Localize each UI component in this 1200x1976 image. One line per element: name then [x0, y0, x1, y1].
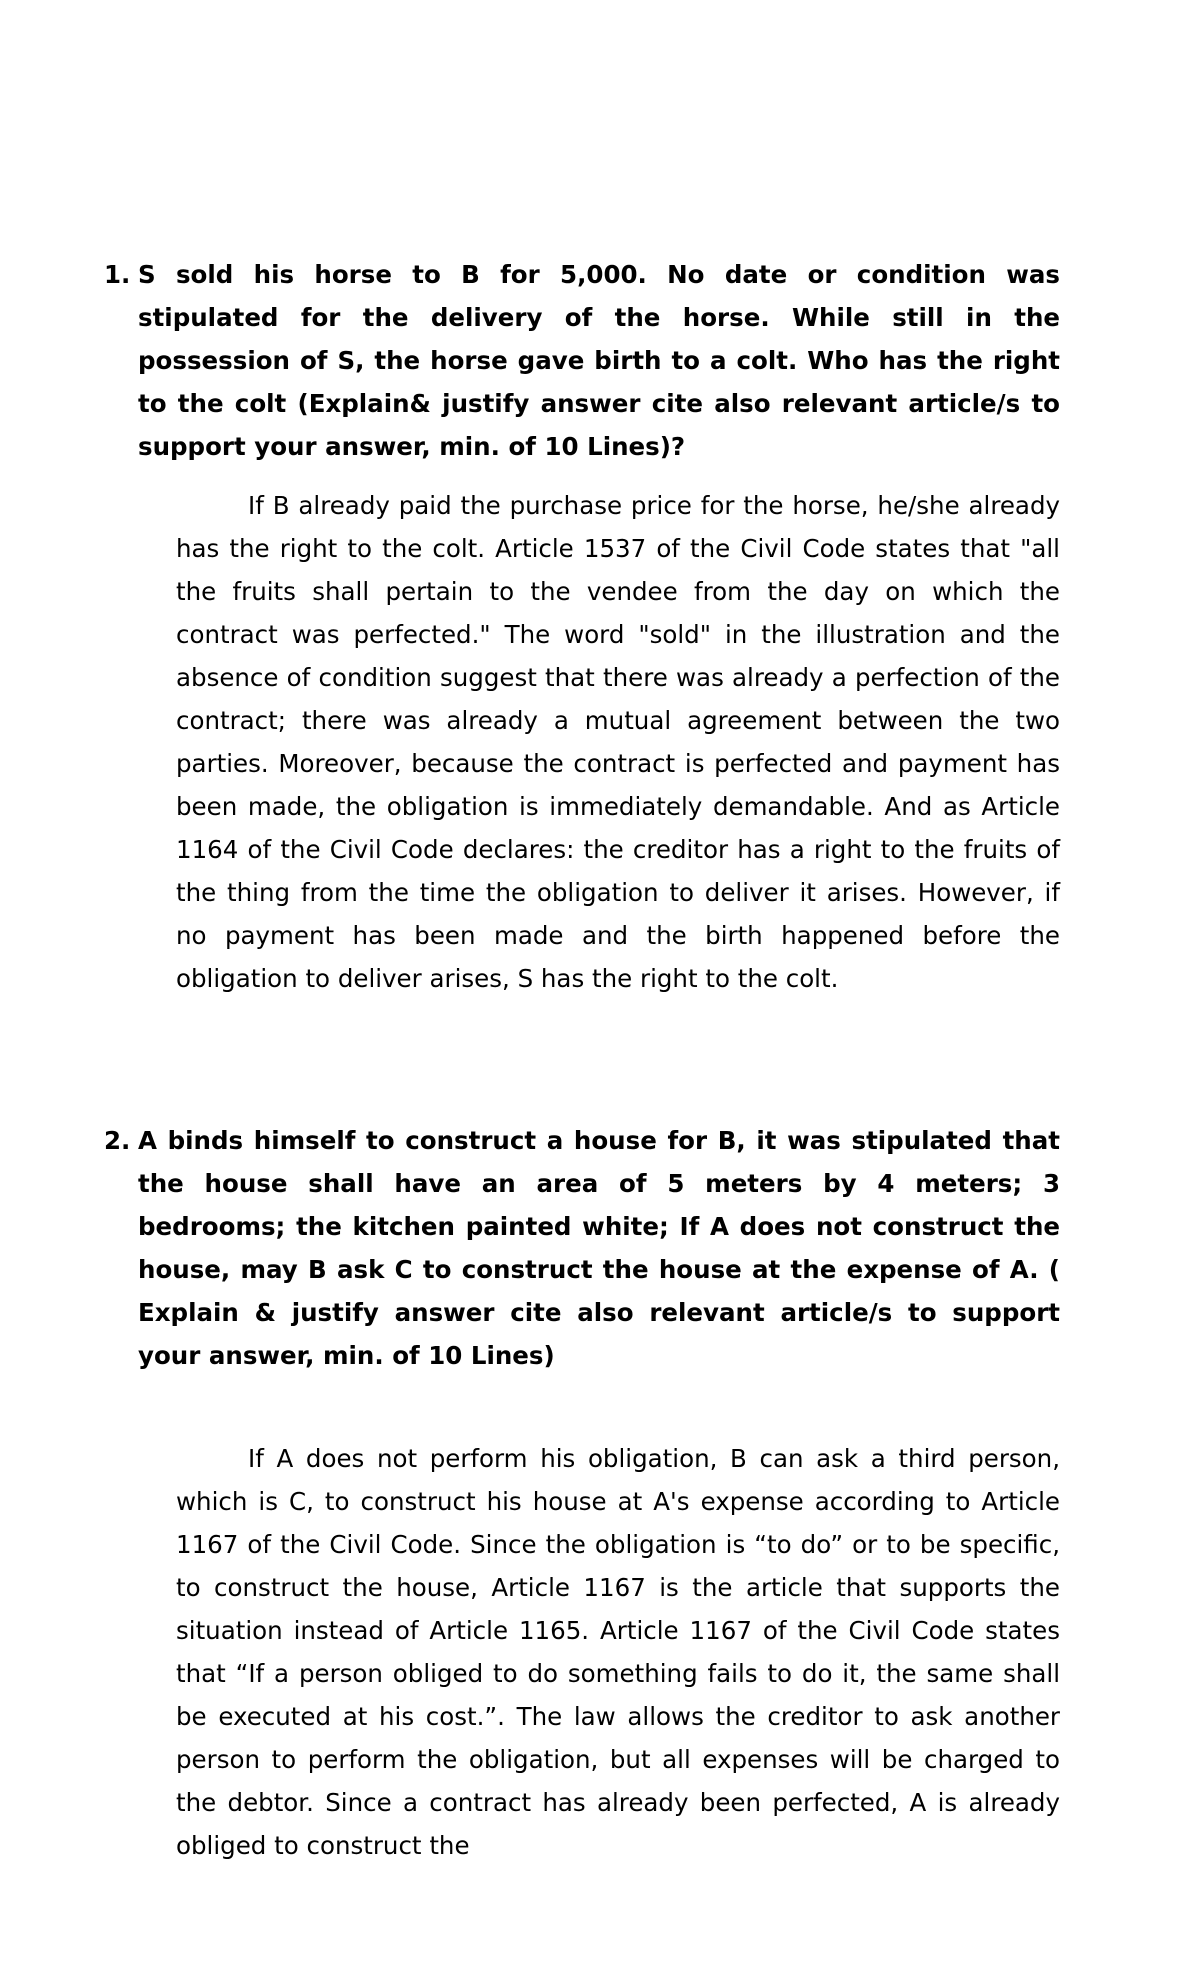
- question-number: 1.: [104, 260, 131, 289]
- answer-1: If B already paid the purchase price for the horse, he/she already has the right to the colt. Article 1537 of the Civil Code states that "all the fruits shall pertain to the vendee from the day on which the contract was perfected." The word "sold" in the illustration and the absence of condition suggest that there was already a perfection of the contract; there was already a mutual agreement between the two parties. Moreover, because the contract is perfected and payment has been made, the obligation is immediately demandable. And as Article 1164 of the Civil Code declares: the creditor has a right to the fruits of the thing from the time the obligation to deliver it arises. However, if no payment has been made and the birth happened before the obligation to deliver arises, S has the right to the colt.: [176, 491, 1060, 993]
- answer-2: If A does not perform his obligation, B can ask a third person, which is C, to construct his house at A's expense according to Article 1167 of the Civil Code. Since the obligation is “to do” or to be specific, to construct the house, Article 1167 is the article that supports the situation instead of Article 1165. Article 1167 of the Civil Code states that “If a person obliged to do something fails to do it, the same shall be executed at his cost.”. The law allows the creditor to ask another person to perform the obligation, but all expenses will be charged to the debtor. Since a contract has already been perfected, A is already obliged to construct the: [176, 1444, 1060, 1860]
- question-2: [104, 1119, 1060, 1377]
- question-text: S sold his horse to B for 5,000. No date or condition was stipulated for the delivery of the horse. While still in the possession of S, the horse gave birth to a colt. Who has the right to the colt (Explain& justify answer cite also relevant article/s to support your answer, min. of 10 Lines)?: [138, 260, 1060, 461]
- question-1: [104, 253, 1060, 468]
- question-number: 2.: [104, 1126, 131, 1155]
- question-text: A binds himself to construct a house for B, it was stipulated that the house shall have an area of 5 meters by 4 meters; 3 bedrooms; the kitchen painted white; If A does not construct the house, may B ask C to construct the house at the expense of A. ( Explain & justify answer cite also relevant article/s to support your answer, min. of 10 Lines): [138, 1126, 1060, 1370]
